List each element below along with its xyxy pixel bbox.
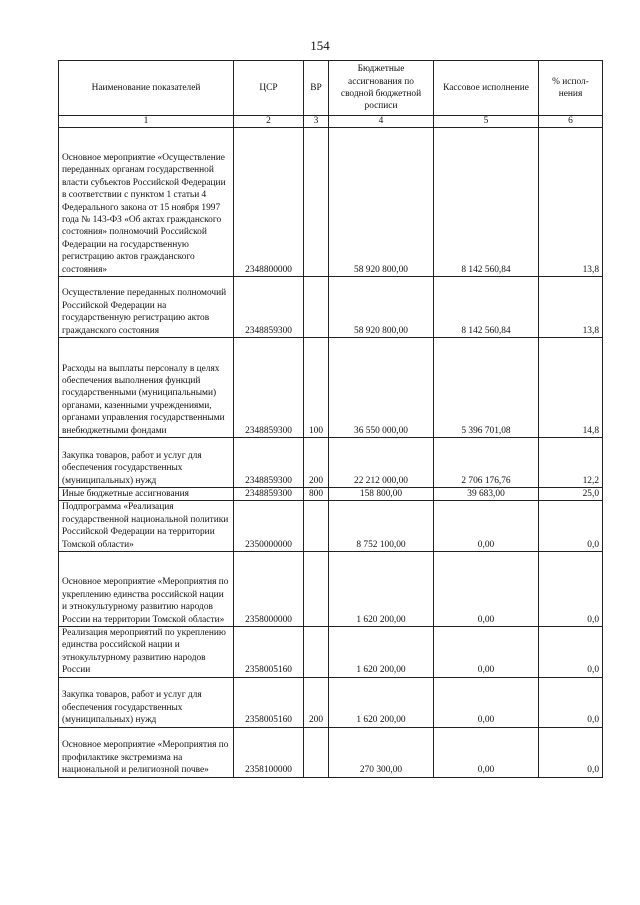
- table-row: [59, 277, 603, 338]
- row-vr: 800: [304, 488, 329, 501]
- row-budget: 58 920 800,00: [329, 128, 434, 277]
- page-number: 154: [310, 38, 330, 53]
- row-cash: 0,00: [434, 727, 539, 777]
- row-percent: 0,0: [539, 552, 603, 627]
- row-percent: 0,0: [539, 677, 603, 727]
- row-cash: 0,00: [434, 677, 539, 727]
- table-row: [59, 438, 603, 488]
- row-csr: 2350000000: [234, 501, 304, 552]
- row-percent: 0,0: [539, 501, 603, 552]
- header-csr: ЦСР: [234, 61, 304, 116]
- row-percent: 13,8: [539, 277, 603, 338]
- row-budget: 270 300,00: [329, 727, 434, 777]
- column-number: 5: [434, 116, 539, 128]
- row-budget: 8 752 100,00: [329, 501, 434, 552]
- row-budget: 1 620 200,00: [329, 677, 434, 727]
- row-percent: 13,8: [539, 128, 603, 277]
- row-cash: 5 396 701,08: [434, 338, 539, 438]
- table-row: [59, 488, 603, 501]
- header-name: Наименование показателей: [59, 61, 234, 116]
- header-vr: ВР: [304, 61, 329, 116]
- row-name: Осуществление переданных полномочий Российской Федерации на государственную регистрацию актов гражданского состояния: [59, 277, 234, 338]
- row-budget: 22 212 000,00: [329, 438, 434, 488]
- row-cash: 0,00: [434, 552, 539, 627]
- row-name: Основное мероприятие «Осуществление переданных органам государственной власти субъектов Российской Федерации в соответствии с пунктом 1 статьи 4 Федерального закона от 15 ноября 1997 года № 143-ФЗ «Об актах гражданского состояния» полномочий Российской Федерации на государственную регистрацию актов гражданского состояния»: [59, 128, 234, 277]
- row-name: Расходы на выплаты персоналу в целях обеспечения выполнения функций государственными (муниципальными) органами, казенными учреждениями, органами управления государственными внебюджетными фондами: [59, 338, 234, 438]
- row-cash: 8 142 560,84: [434, 277, 539, 338]
- row-percent: 14,8: [539, 338, 603, 438]
- row-percent: 12,2: [539, 438, 603, 488]
- row-vr: 100: [304, 338, 329, 438]
- header-cash: Кассовое исполнение: [434, 61, 539, 116]
- budget-execution-table: [58, 60, 603, 778]
- row-budget: 158 800,00: [329, 488, 434, 501]
- table-row: [59, 501, 603, 552]
- column-number: 4: [329, 116, 434, 128]
- row-csr: 2348859300: [234, 277, 304, 338]
- row-vr: [304, 727, 329, 777]
- header-budget: Бюджетные ассигнования по сводной бюджетной росписи: [329, 61, 434, 116]
- row-csr: 2358100000: [234, 727, 304, 777]
- row-name: Закупка товаров, работ и услуг для обеспечения государственных (муниципальных) нужд: [59, 677, 234, 727]
- row-csr: 2348859300: [234, 488, 304, 501]
- table-header-row: [59, 61, 603, 116]
- row-cash: 0,00: [434, 627, 539, 678]
- row-name: Подпрограмма «Реализация государственной национальной политики Российской Федерации на территории Томской области»: [59, 501, 234, 552]
- row-csr: 2358000000: [234, 552, 304, 627]
- row-vr: [304, 128, 329, 277]
- row-csr: 2348859300: [234, 338, 304, 438]
- row-name: Закупка товаров, работ и услуг для обеспечения государственных (муниципальных) нужд: [59, 438, 234, 488]
- row-percent: 0,0: [539, 627, 603, 678]
- row-csr: 2348859300: [234, 438, 304, 488]
- column-number-row: [59, 116, 603, 128]
- row-vr: [304, 277, 329, 338]
- row-name: Реализация мероприятий по укреплению единства российской нации и этнокультурному развитию народов России: [59, 627, 234, 678]
- row-vr: 200: [304, 677, 329, 727]
- row-vr: [304, 627, 329, 678]
- row-cash: 2 706 176,76: [434, 438, 539, 488]
- row-percent: 25,0: [539, 488, 603, 501]
- table-row: [59, 338, 603, 438]
- column-number: 3: [304, 116, 329, 128]
- row-cash: 39 683,00: [434, 488, 539, 501]
- column-number: 1: [59, 116, 234, 128]
- row-vr: [304, 552, 329, 627]
- row-name: Основное мероприятие «Мероприятия по профилактике экстремизма на национальной и религиозной почве»: [59, 727, 234, 777]
- table-row: [59, 128, 603, 277]
- table-row: [59, 552, 603, 627]
- column-number: 6: [539, 116, 603, 128]
- row-cash: 0,00: [434, 501, 539, 552]
- row-budget: 36 550 000,00: [329, 338, 434, 438]
- row-budget: 58 920 800,00: [329, 277, 434, 338]
- table-row: [59, 727, 603, 777]
- row-name: Основное мероприятие «Мероприятия по укреплению единства российской нации и этнокультурному развитию народов России на территории Томской области»: [59, 552, 234, 627]
- row-budget: 1 620 200,00: [329, 552, 434, 627]
- row-vr: 200: [304, 438, 329, 488]
- column-number: 2: [234, 116, 304, 128]
- row-budget: 1 620 200,00: [329, 627, 434, 678]
- table-row: [59, 677, 603, 727]
- row-name: Иные бюджетные ассигнования: [59, 488, 234, 501]
- row-csr: 2358005160: [234, 627, 304, 678]
- row-percent: 0,0: [539, 727, 603, 777]
- header-percent: % испол-нения: [539, 61, 603, 116]
- row-vr: [304, 501, 329, 552]
- row-cash: 8 142 560,84: [434, 128, 539, 277]
- row-csr: 2348800000: [234, 128, 304, 277]
- row-csr: 2358005160: [234, 677, 304, 727]
- table-row: [59, 627, 603, 678]
